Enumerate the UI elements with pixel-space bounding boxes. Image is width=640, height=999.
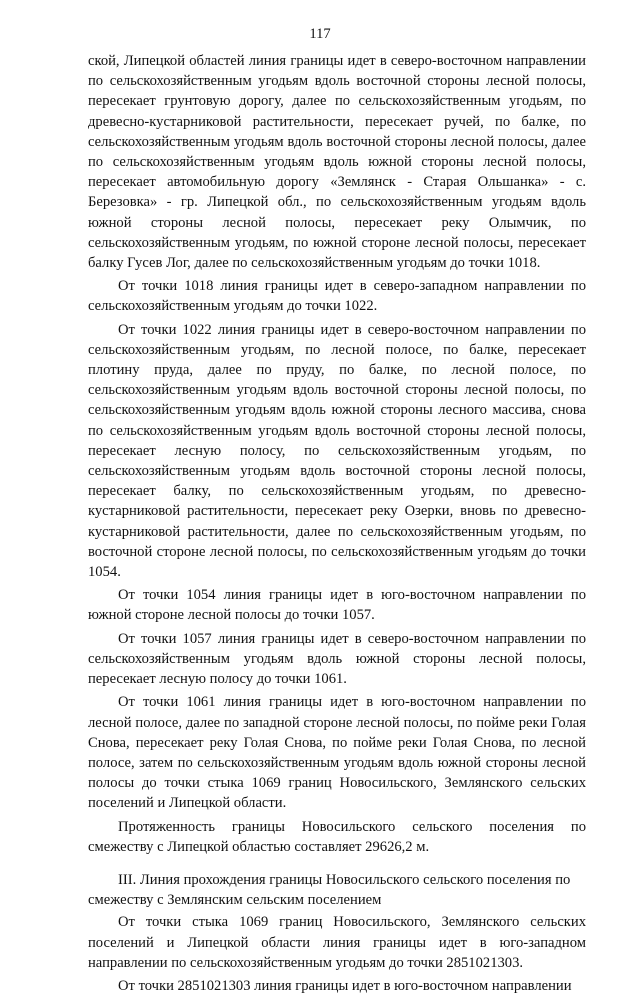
section-spacer	[88, 860, 586, 870]
paragraph-point-1057: От точки 1057 линия границы идет в северо-восточном направлении по сельскохозяйственным угодьям вдоль южной стороны лесной полосы, пересекает лесную полосу до точки 1061.	[88, 630, 586, 688]
paragraph-boundary-length: Протяженность границы Новосильского сельского поселения по смежеству с Липецкой областью составляет 29626,2 м.	[88, 818, 586, 855]
paragraph-point-2851021303: От точки 2851021303 линия границы идет в юго-восточном направлении	[118, 977, 572, 994]
paragraph-point-1022: От точки 1022 линия границы идет в северо-восточном направлении по сельскохозяйственным угодьям, по лесной полосе, по балке, пересекает плотину пруда, далее по пруду, по балке, по лесной полосе, по сельскохозяйственным угодьям вдоль восточной стороны лесной полосы, по сельскохозяйственным угодьям вдоль южной стороны лесного массива, снова по сельскохозяйственным угодьям вдоль восточной стороны лесной полосы, пересекает лесную полосу, по сельскохозяйственным угодьям, по сельскохозяйственным угодьям вдоль восточной стороны лесной полосы, пересекает балку, по сельскохозяйственным угодьям, по древесно-кустарниковой растительности, пересекает реку Озерки, вновь по древесно-кустарниковой растительности, далее по сельскохозяйственным угодьям, по восточной стороне лесной полосы, по сельскохозяйственным угодьям до точки 1054.	[88, 321, 586, 581]
paragraph-point-1054: От точки 1054 линия границы идет в юго-восточном направлении по южной стороне лесной полосы до точки 1057.	[88, 587, 586, 624]
paragraph-continuation: ской, Липецкой областей линия границы идет в северо-восточном направлении по сельскохозяйственным угодьям вдоль восточной стороны лесной полосы, пересекает грунтовую дорогу, далее по сельскохозяйственным угодьям, по древесно-кустарниковой растительности, пересекает ручей, по балке, по сельскохозяйственным угодьям вдоль восточной стороны лесной полосы, далее по сельскохозяйственным угодьям вдоль южной стороны лесной полосы, пересекает автомобильную дорогу «Землянск - Старая Ольшанка» - с. Березовка» - гр. Липецкой обл., по сельскохозяйственным угодьям вдоль южной стороны лесной полосы, пересекает реку Олымчик, по сельскохозяйственным угодьям, по южной стороне лесной полосы, пересекает балку Гусев Лог, далее по сельскохозяйственным угодьям до точки 1018.	[88, 53, 586, 272]
paragraph-point-1061: От точки 1061 линия границы идет в юго-восточном направлении по лесной полосе, далее по западной стороне лесной полосы, по пойме реки Голая Снова, пересекает реку Голая Снова, по пойме реки Голая Снова, по лесной полосе, затем по сельскохозяйственным угодьям вдоль южной стороны лесной полосы до точки стыка 1069 границ Новосильского, Землянского сельских поселений и Липецкой области.	[88, 694, 586, 812]
section-heading: III. Линия прохождения границы Новосильского сельского поселения по смежеству с Землянским сельским поселением	[88, 871, 571, 909]
paragraph-junction-1069: От точки стыка 1069 границ Новосильского, Землянского сельских поселений и Липецкой области линия границы идет в юго-западном направлении по сельскохозяйственным угодьям до точки 2851021303.	[88, 914, 586, 971]
document-body	[88, 51, 586, 999]
paragraph-point-1018: От точки 1018 линия границы идет в северо-западном направлении по сельскохозяйственным угодьям до точки 1022.	[88, 278, 586, 315]
page-number: 117	[309, 26, 331, 42]
